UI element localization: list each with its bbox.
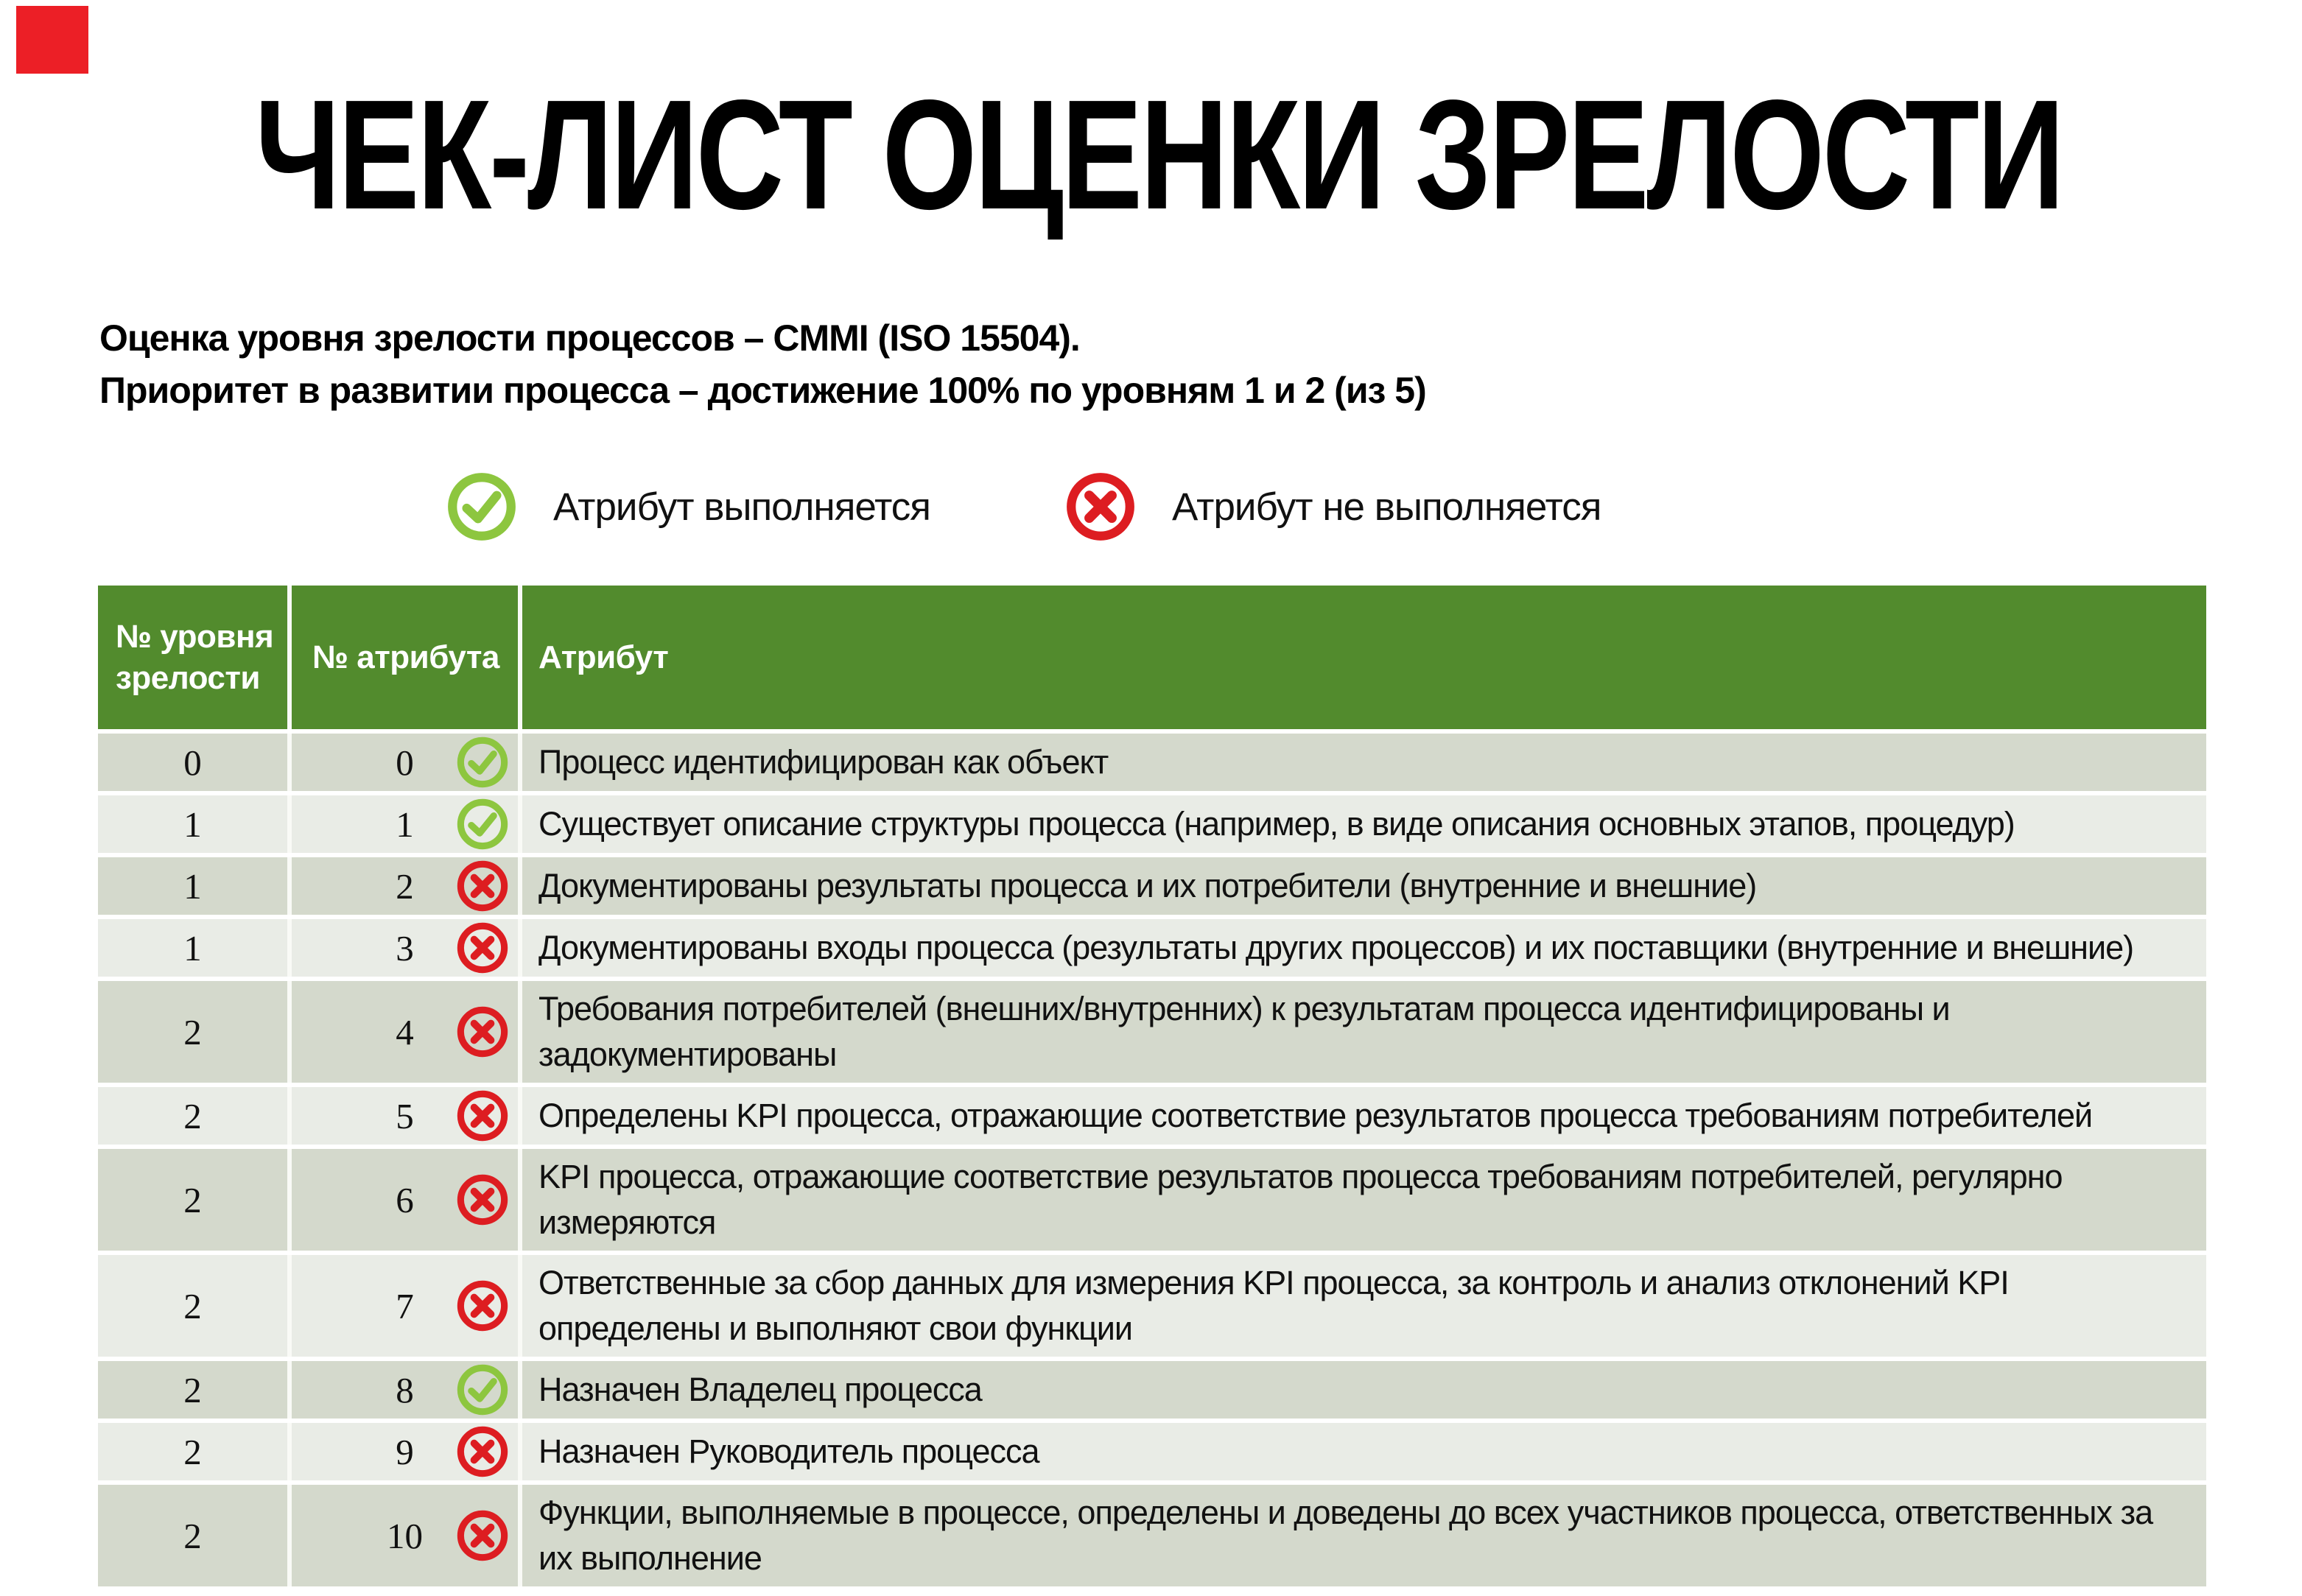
subtitle-line-1: Оценка уровня зрелости процессов – CMMI (ISO 15504). xyxy=(99,317,1080,359)
legend-pass-label: Атрибут выполняется xyxy=(553,485,930,529)
table-body xyxy=(98,734,2206,1586)
maturity-level-cell: 2 xyxy=(183,1011,202,1052)
maturity-level-cell: 2 xyxy=(183,1369,202,1410)
attribute-text-cell: Процесс идентифицирован как объект xyxy=(518,734,2206,791)
x-circle-icon xyxy=(455,1004,510,1060)
x-circle-icon xyxy=(1063,469,1138,544)
x-circle-icon xyxy=(455,920,510,976)
attribute-text-cell: Документированы результаты процесса и их потребители (внутренние и внешние) xyxy=(518,857,2206,915)
check-circle-icon xyxy=(455,734,510,790)
maturity-level-cell: 2 xyxy=(183,1095,202,1136)
maturity-level-cell: 2 xyxy=(183,1285,202,1326)
table-row xyxy=(98,1087,2206,1145)
table-row xyxy=(98,1361,2206,1419)
column-header-attribute: Атрибут xyxy=(518,586,2206,729)
check-circle-icon xyxy=(455,1362,510,1418)
maturity-level-cell: 1 xyxy=(183,865,202,907)
page-title: ЧЕК-ЛИСТ ОЦЕНКИ ЗРЕЛОСТИ xyxy=(255,67,2063,242)
attribute-number-cell: 5 xyxy=(287,1087,518,1145)
table-row xyxy=(98,919,2206,977)
x-circle-icon xyxy=(455,1424,510,1480)
x-circle-icon xyxy=(455,1278,510,1334)
maturity-level-cell: 1 xyxy=(183,927,202,969)
x-circle-icon xyxy=(455,1088,510,1144)
x-circle-icon xyxy=(455,858,510,914)
subtitle-line-2: Приоритет в развитии процесса – достижение 100% по уровням 1 и 2 (из 5) xyxy=(99,370,1426,411)
attribute-text-cell: Функции, выполняемые в процессе, определены и доведены до всех участников процесса, ответственных за их выполнение xyxy=(518,1485,2206,1586)
attribute-text-cell: KPI процесса, отражающие соответствие результатов процесса требованиям потребителей, регулярно измеряются xyxy=(518,1149,2206,1251)
maturity-level-cell: 0 xyxy=(183,742,202,783)
attribute-text-cell: Документированы входы процесса (результаты других процессов) и их поставщики (внутренние и внешние) xyxy=(518,919,2206,977)
table-row xyxy=(98,1255,2206,1357)
attribute-number-cell: 4 xyxy=(287,981,518,1083)
attribute-number-cell: 7 xyxy=(287,1255,518,1357)
table-header-row xyxy=(98,586,2206,729)
table-row xyxy=(98,734,2206,791)
column-header-attribute-number: № атрибута xyxy=(287,586,518,729)
attribute-text-cell: Назначен Владелец процесса xyxy=(518,1361,2206,1419)
attribute-text-cell: Требования потребителей (внешних/внутренних) к результатам процесса идентифицированы и задокументированы xyxy=(518,981,2206,1083)
table-row xyxy=(98,1423,2206,1480)
x-circle-icon xyxy=(455,1508,510,1564)
check-circle-icon xyxy=(444,469,519,544)
attribute-text-cell: Определены KPI процесса, отражающие соответствие результатов процесса требованиям потребителей xyxy=(518,1087,2206,1145)
attribute-text-cell: Назначен Руководитель процесса xyxy=(518,1423,2206,1480)
attribute-number-cell: 1 xyxy=(287,795,518,853)
attribute-text-cell: Существует описание структуры процесса (например, в виде описания основных этапов, процедур) xyxy=(518,795,2206,853)
table-row xyxy=(98,857,2206,915)
subtitle xyxy=(99,312,1426,417)
attribute-number-cell: 0 xyxy=(287,734,518,791)
column-header-maturity-level: № уровня зрелости xyxy=(116,618,274,696)
attribute-number-cell: 8 xyxy=(287,1361,518,1419)
attribute-number-cell: 10 xyxy=(287,1485,518,1586)
table-row xyxy=(98,1149,2206,1251)
attribute-number-cell: 9 xyxy=(287,1423,518,1480)
maturity-table xyxy=(98,586,2206,1586)
table-row xyxy=(98,981,2206,1083)
legend-item-pass xyxy=(444,463,930,551)
maturity-level-cell: 1 xyxy=(183,804,202,845)
attribute-number-cell: 2 xyxy=(287,857,518,915)
maturity-level-cell: 2 xyxy=(183,1431,202,1472)
check-circle-icon xyxy=(455,796,510,852)
legend-item-fail xyxy=(1063,463,1601,551)
table-row xyxy=(98,795,2206,853)
maturity-level-cell: 2 xyxy=(183,1179,202,1220)
x-circle-icon xyxy=(455,1172,510,1228)
attribute-number-cell: 3 xyxy=(287,919,518,977)
attribute-text-cell: Ответственные за сбор данных для измерения KPI процесса, за контроль и анализ отклонений KPI определены и выполняют свои функции xyxy=(518,1255,2206,1357)
page-title-wrap xyxy=(0,65,2302,245)
attribute-number-cell: 6 xyxy=(287,1149,518,1251)
table-row xyxy=(98,1485,2206,1586)
maturity-level-cell: 2 xyxy=(183,1515,202,1556)
legend-fail-label: Атрибут не выполняется xyxy=(1172,485,1601,529)
red-corner-mark xyxy=(16,6,88,74)
legend xyxy=(0,463,2302,551)
